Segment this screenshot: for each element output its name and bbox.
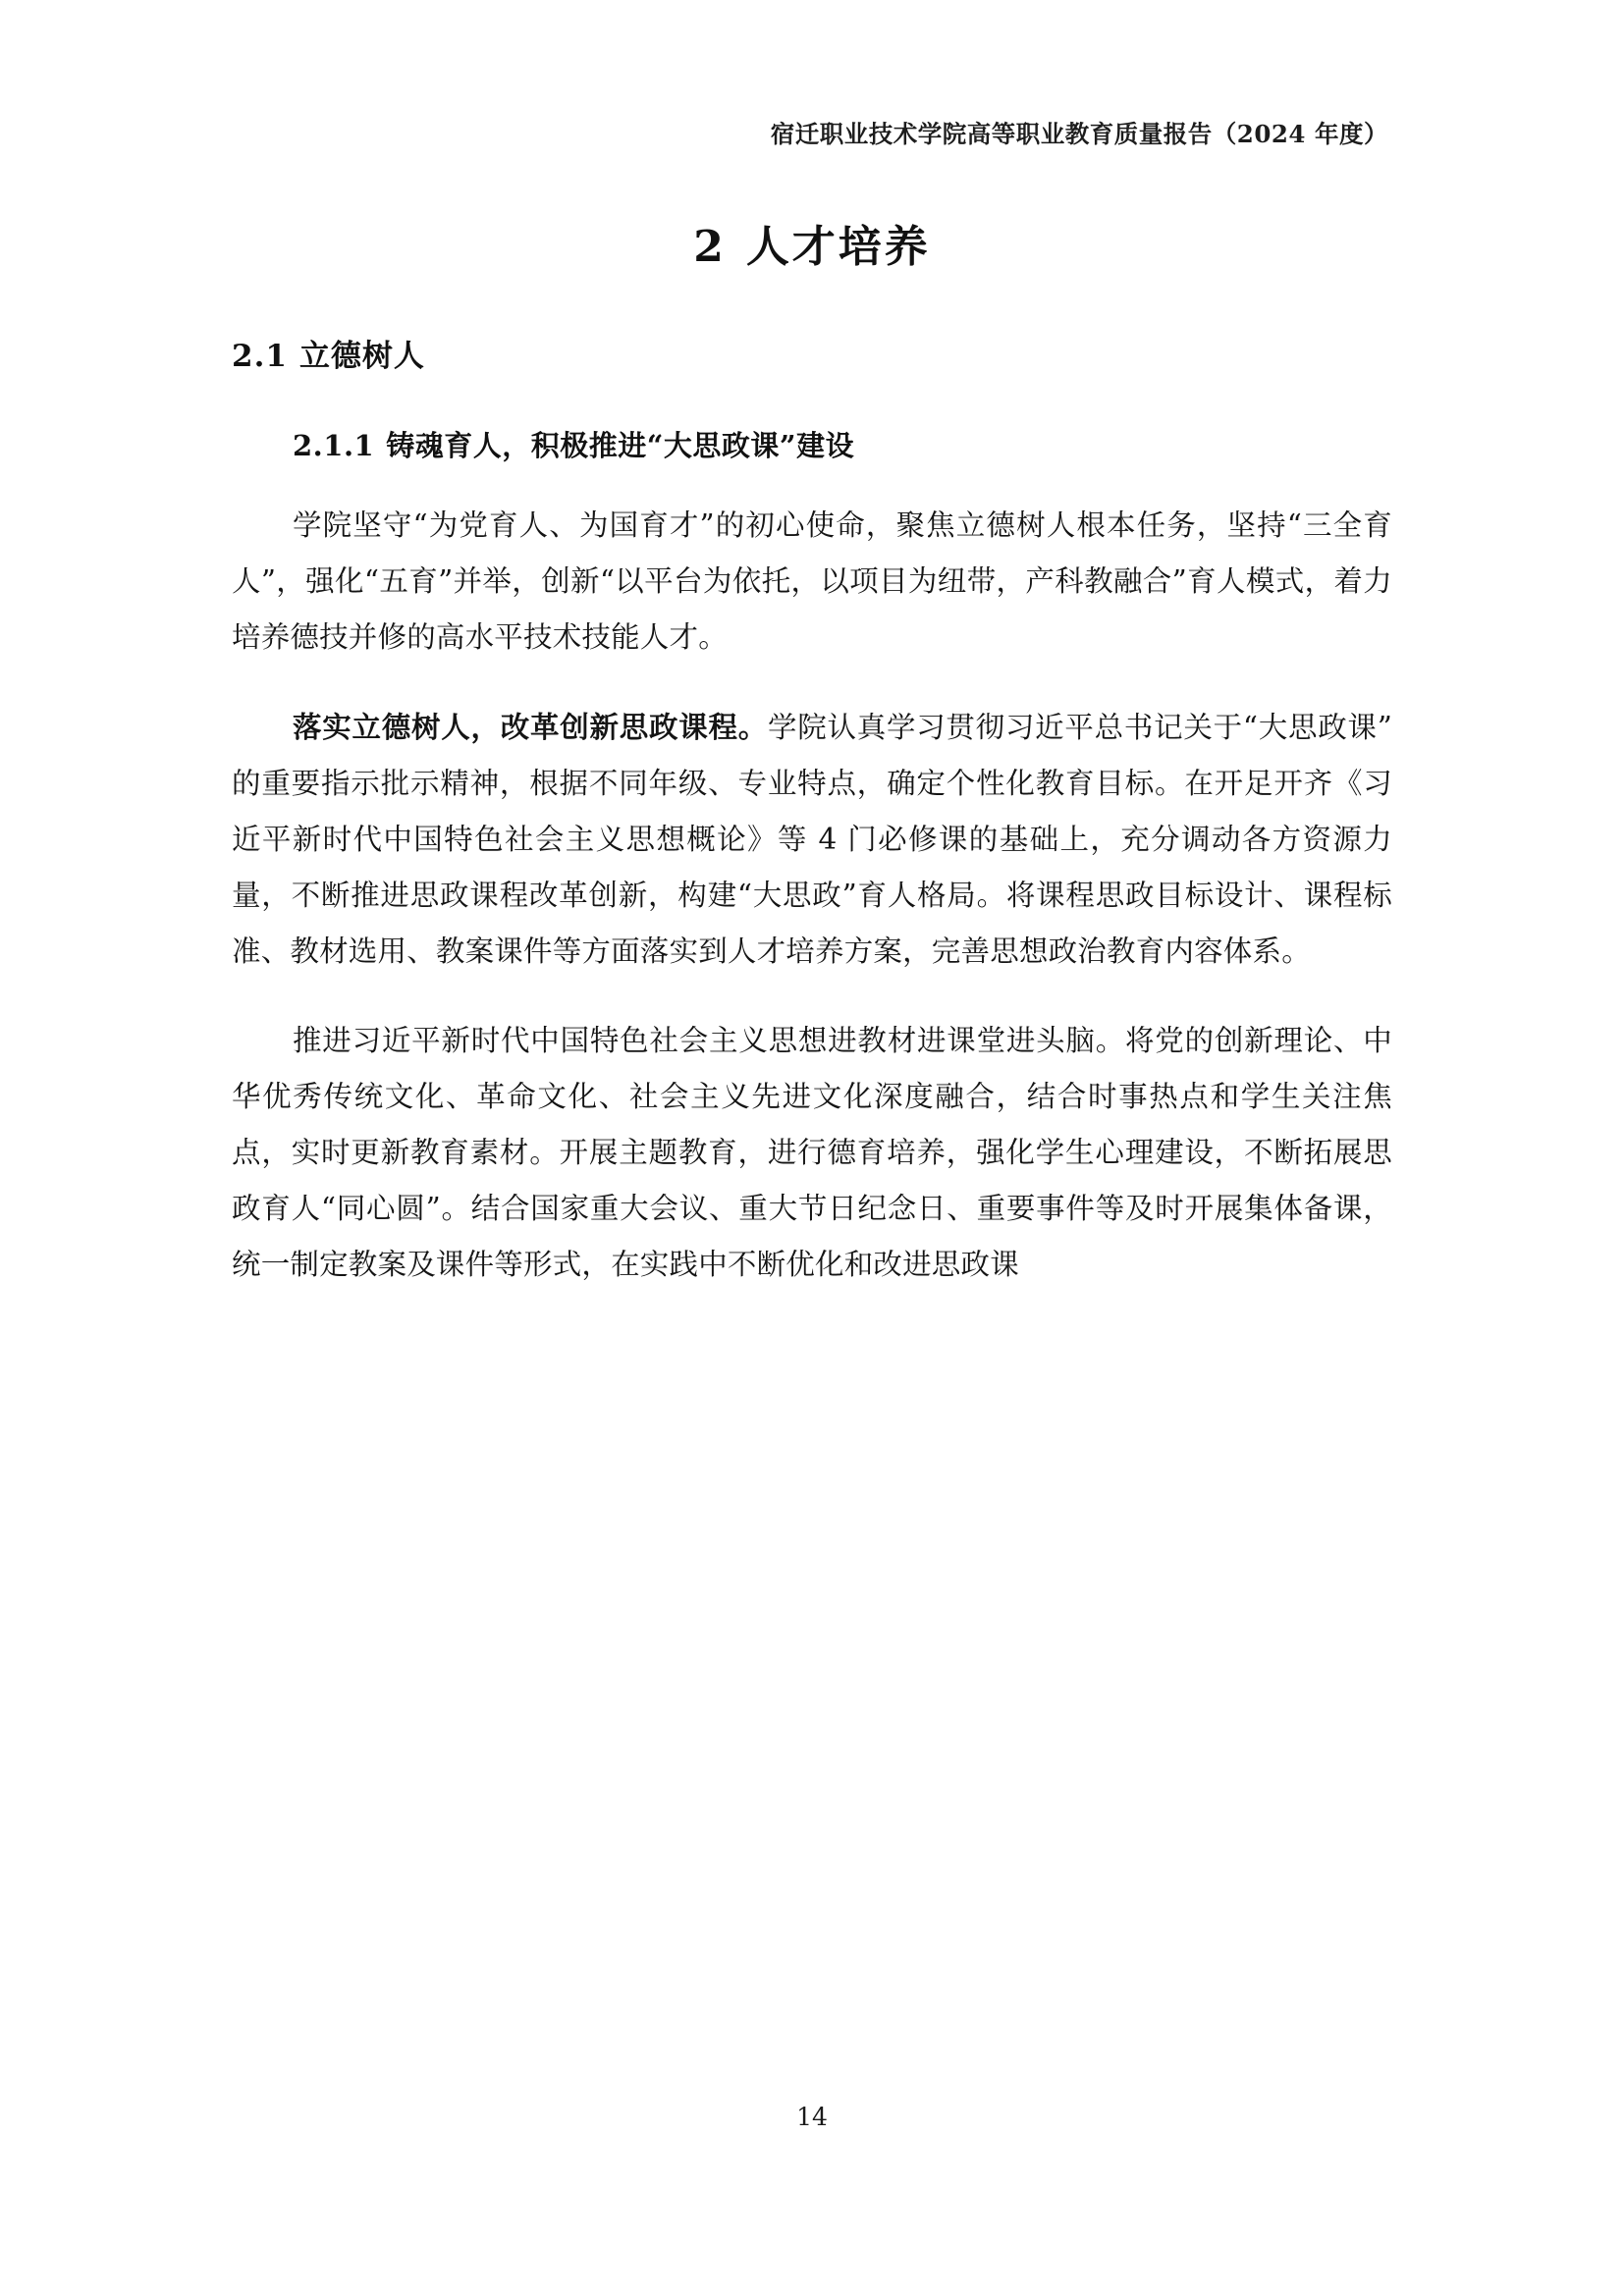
paragraph-text: 学院坚守“为党育人、为国育才”的初心使命，聚焦立德树人根本任务，坚持“三全育人”，强化“五育”并举，创新“以平台为依托，以项目为纽带，产科教融合”育人模式，着力培养德技并修的高水平技术技能人才。 (232, 508, 1392, 654)
running-header: 宿迁职业技术学院高等职业教育质量报告（2024 年度） (770, 120, 1388, 148)
paragraph-text: 推进习近平新时代中国特色社会主义思想进教材进课堂进头脑。将党的创新理论、中华优秀传统文化、革命文化、社会主义先进文化深度融合，结合时事热点和学生关注焦点，实时更新教育素材。开展主题教育，进行德育培养，强化学生心理建设，不断拓展思政育人“同心圆”。结合国家重大会议、重大节日纪念日、重要事件等及时开展集体备课，统一制定教案及课件等形式，在实践中不断优化和改进思政课 (232, 1024, 1392, 1281)
section-number: 2.1 (232, 339, 288, 374)
section-title: 立德树人 (298, 339, 425, 374)
chapter-number: 2 (693, 222, 727, 272)
body-paragraph (232, 498, 1392, 666)
page-number: 14 (796, 2103, 828, 2131)
paragraph-text: 学院认真学习贯彻习近平总书记关于“大思政课”的重要指示批示精神，根据不同年级、专业特点，确定个性化教育目标。在开足开齐《习近平新时代中国特色社会主义思想概论》等 4 门必修课的基础上，充分调动各方资源力量，不断推进思政课程改革创新，构建“大思政”育人格局。将课程思政目标设计、课程标准、教材选用、教案课件等方面落实到人才培养方案，完善思想政治教育内容体系。 (232, 711, 1392, 968)
chapter-heading (232, 211, 1392, 274)
section-heading (232, 331, 1392, 375)
page-content (232, 0, 1392, 2296)
subsection-number: 2.1.1 (293, 429, 375, 462)
body-paragraph (232, 699, 1392, 980)
subsection-title: 铸魂育人，积极推进“大思政课”建设 (386, 429, 855, 462)
chapter-title: 人才培养 (745, 222, 931, 272)
body-paragraph (232, 1013, 1392, 1293)
subsection-heading (232, 424, 1392, 464)
paragraph-lead: 落实立德树人，改革创新思政课程。 (293, 710, 768, 744)
